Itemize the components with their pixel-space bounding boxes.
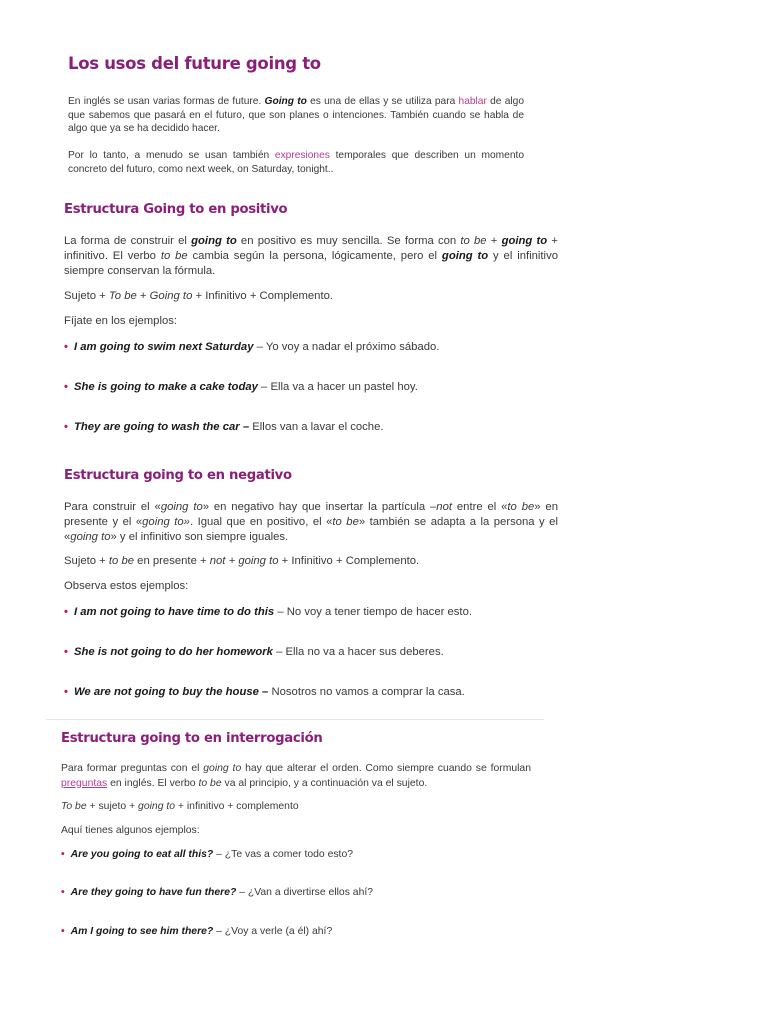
question-example-3: • Am I going to see him there? – ¿Voy a verle (a él) ahí? bbox=[61, 926, 333, 937]
bullet-icon: • bbox=[64, 686, 68, 698]
intro-paragraph-1: En inglés se usan varias formas de future. Going to es una de ellas y se utiliza para hablar de algo que sabemos que pasará en el futuro, que son planes o intenciones. También cuando se habla de algo que ya se ha decidido hacer. bbox=[68, 96, 524, 134]
bullet-icon: • bbox=[64, 341, 68, 353]
bullet-icon: • bbox=[64, 606, 68, 618]
section-title-positive: Estructura Going to en positivo bbox=[64, 202, 288, 217]
negative-paragraph: Para construir el «going to» en negativo hay que insertar la partícula –not entre el «to be» en presente y el «going to». Igual que en positivo, el «to be» también se adapta a la persona y el «going to» y el infinitivo son siempre iguales. bbox=[64, 501, 558, 543]
link-expresiones[interactable]: expresiones bbox=[274, 150, 330, 161]
bullet-icon: • bbox=[64, 646, 68, 658]
link-preguntas[interactable]: preguntas bbox=[61, 777, 108, 789]
negative-example-2: • She is not going to do her homework – Ella no va a hacer sus deberes. bbox=[64, 646, 444, 658]
positive-example-1: • I am going to swim next Saturday – Yo voy a nadar el próximo sábado. bbox=[64, 341, 440, 353]
bullet-icon: • bbox=[61, 926, 65, 937]
bullet-icon: • bbox=[61, 849, 65, 860]
bullet-icon: • bbox=[61, 887, 65, 898]
question-formula: To be + sujeto + going to + infinitivo + complemento bbox=[61, 801, 299, 812]
bullet-icon: • bbox=[64, 381, 68, 393]
question-paragraph: Para formar preguntas con el going to hay que alterar el orden. Como siempre cuando se formulan preguntas en inglés. El verbo to be va al principio, y a continuación va el sujeto. bbox=[61, 763, 531, 789]
negative-example-3: • We are not going to buy the house – Nosotros no vamos a comprar la casa. bbox=[64, 686, 465, 698]
negative-lead: Observa estos ejemplos: bbox=[64, 580, 189, 592]
section-title-question: Estructura going to en interrogación bbox=[61, 731, 323, 746]
link-hablar[interactable]: hablar bbox=[458, 96, 487, 107]
positive-paragraph: La forma de construir el going to en positivo es muy sencilla. Se forma con to be + going to + infinitivo. El verbo to be cambia según la persona, lógicamente, pero el going to y el infinitivo siempre conservan la fórmula. bbox=[64, 235, 559, 277]
positive-formula: Sujeto + To be + Going to + Infinitivo + Complemento. bbox=[64, 290, 334, 302]
negative-formula: Sujeto + to be en presente + not + going to + Infinitivo + Complemento. bbox=[64, 555, 420, 567]
positive-example-2: • She is going to make a cake today – Ella va a hacer un pastel hoy. bbox=[64, 381, 418, 393]
intro-paragraph-2: Por lo tanto, a menudo se usan también expresiones temporales que describen un momento concreto del futuro, como next week, on Saturday, tonight.. bbox=[68, 150, 524, 175]
positive-lead: Fíjate en los ejemplos: bbox=[64, 315, 178, 327]
question-example-2: • Are they going to have fun there? – ¿Van a divertirse ellos ahí? bbox=[61, 887, 374, 898]
section-divider bbox=[46, 719, 544, 720]
question-lead: Aquí tienes algunos ejemplos: bbox=[61, 825, 200, 836]
positive-example-3: • They are going to wash the car – Ellos van a lavar el coche. bbox=[64, 421, 384, 433]
section-title-negative: Estructura going to en negativo bbox=[64, 468, 292, 483]
negative-example-1: • I am not going to have time to do this – No voy a tener tiempo de hacer esto. bbox=[64, 606, 472, 618]
question-example-1: • Are you going to eat all this? – ¿Te vas a comer todo esto? bbox=[61, 849, 353, 860]
bullet-icon: • bbox=[64, 421, 68, 433]
page-title: Los usos del future going to bbox=[68, 54, 321, 73]
